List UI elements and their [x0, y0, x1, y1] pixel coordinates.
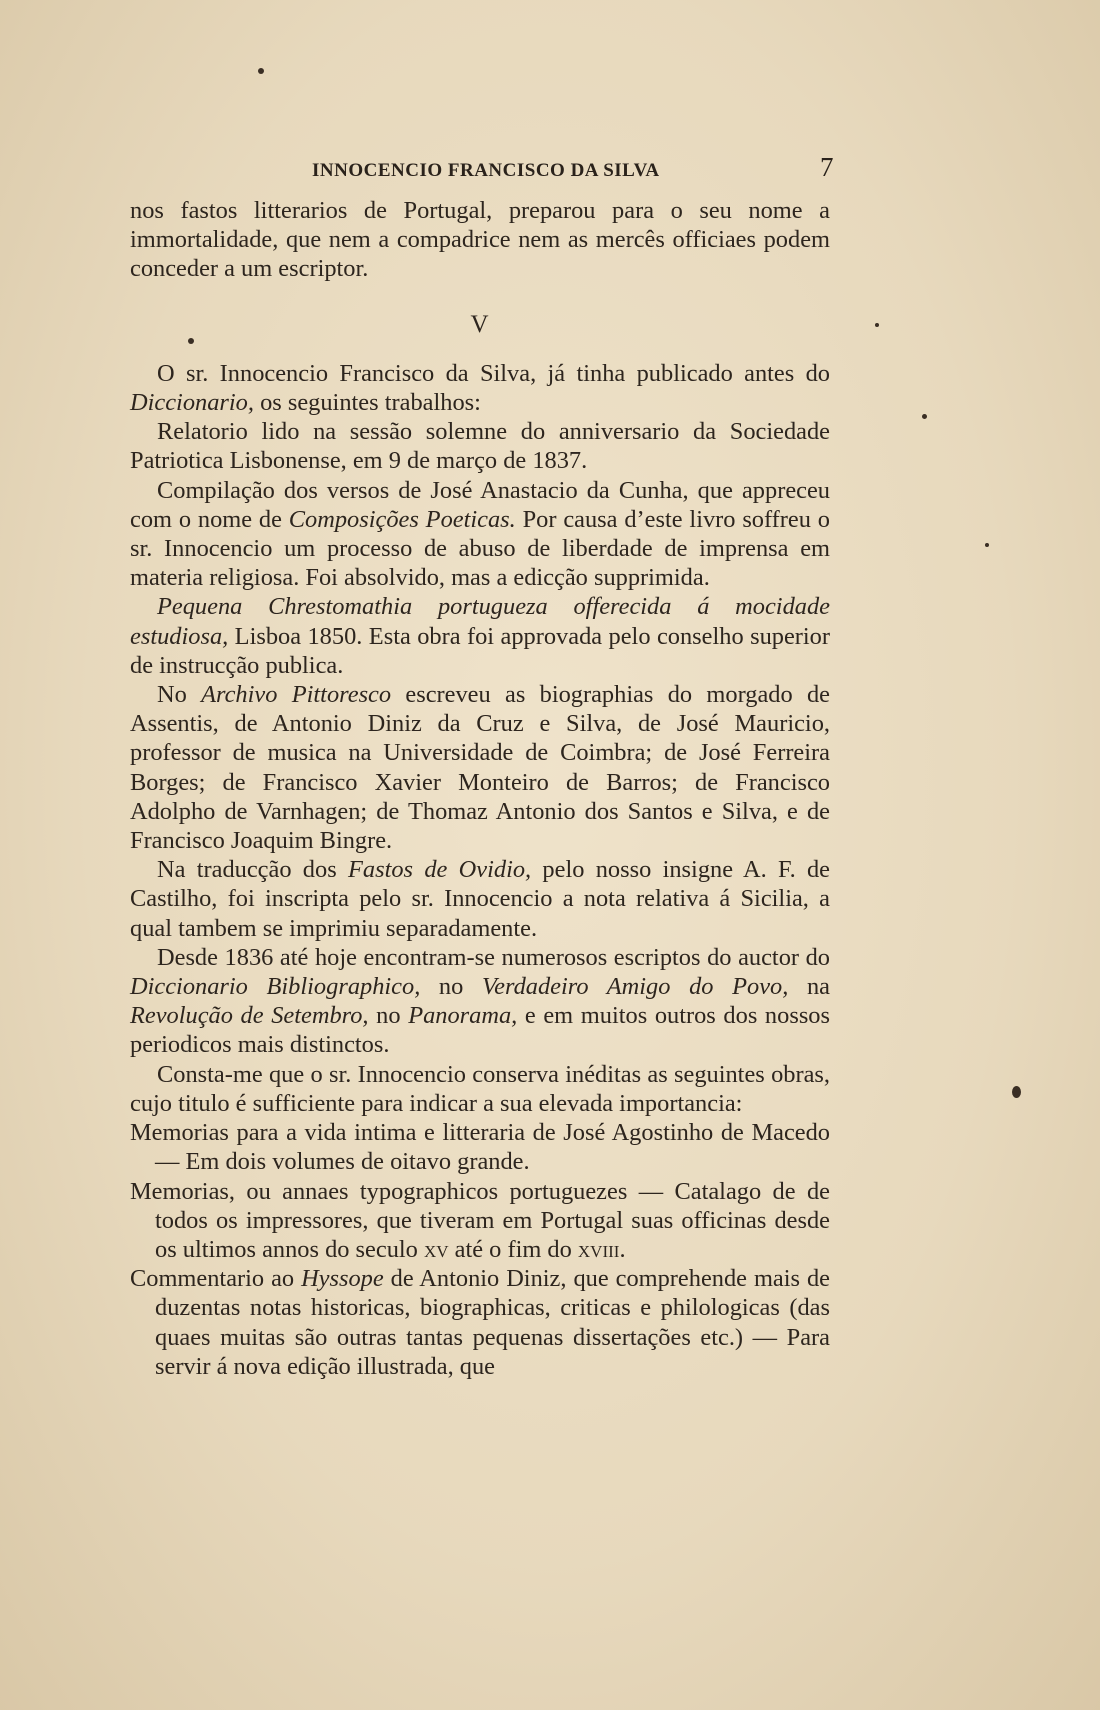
- body-text: [130, 196, 830, 1381]
- paper-speck: [922, 414, 927, 419]
- paragraph: Pequena Chrestomathia portugueza offerecida á mocidade estudiosa, Lisboa 1850. Esta obra foi approvada pelo conselho superior de instrucção publica.: [130, 593, 830, 679]
- list-item: Memorias, ou annaes typographicos portuguezes — Catalago de de todos os impressores, que tiveram em Portugal suas officinas desde os ultimos annos do seculo xv até o fim do xviii.: [130, 1177, 830, 1263]
- paragraph: Na traducção dos Fastos de Ovidio, pelo nosso insigne A. F. de Castilho, foi inscripta pelo sr. Innocencio a nota relativa á Sicilia, a qual tambem se imprimiu separadamente.: [130, 856, 831, 942]
- paragraph: nos fastos litterarios de Portugal, preparou para o seu nome a immortalidade, que nem a compadrice nem as mercês officiaes podem conceder a um escriptor.: [130, 197, 830, 283]
- paper-speck: [188, 338, 194, 344]
- paper-speck: [258, 68, 264, 74]
- paper-speck: [875, 323, 879, 327]
- paragraph: Consta-me que o sr. Innocencio conserva inéditas as seguintes obras, cujo titulo é sufficiente para indicar a sua elevada importancia:: [130, 1060, 830, 1117]
- paragraph: Compilação dos versos de José Anastacio da Cunha, que appreceu com o nome de Composições Poeticas. Por causa d’este livro soffreu o sr. Innocencio um processo de abuso de liberdade de imprensa em materia religiosa. Foi absolvido, mas a edicção supprimida.: [130, 476, 830, 592]
- list-item: Commentario ao Hyssope de Antonio Diniz, que comprehende mais de duzentas notas historicas, biographicas, criticas e philologicas (das quaes muitas são outras tantas pequenas dissertações etc.) — Para servir á nova edição illustrada, que: [130, 1265, 830, 1380]
- paragraph: O sr. Innocencio Francisco da Silva, já tinha publicado antes do Diccionario, os seguintes trabalhos:: [130, 359, 830, 417]
- paragraph: Desde 1836 até hoje encontram-se numerosos escriptos do auctor do Diccionario Bibliographico, no Verdadeiro Amigo do Povo, na Revolução de Setembro, no Panorama, e em muitos outros dos nossos periodicos mais distinctos.: [130, 943, 830, 1059]
- page-header: [130, 152, 834, 186]
- paper-speck: [1012, 1086, 1021, 1098]
- paragraph: No Archivo Pittoresco escreveu as biographias do morgado de Assentis, de Antonio Diniz da Cruz e Silva, de José Mauricio, professor de musica na Universidade de Coimbra; de José Ferreira Borges; de Francisco Xavier Monteiro de Barros; de Francisco Adolpho de Varnhagen; de Thomaz Antonio dos Santos e Silva, e de Francisco Joaquim Bingre.: [130, 681, 830, 855]
- section-heading: V: [470, 310, 490, 338]
- list-item: Memorias para a vida intima e litteraria de José Agostinho de Macedo — Em dois volumes de oitavo grande.: [130, 1119, 830, 1176]
- running-head: INNOCENCIO FRANCISCO DA SILVA: [312, 160, 660, 181]
- paper-speck: [985, 543, 989, 547]
- paragraph: Relatorio lido na sessão solemne do anniversario da Sociedade Patriotica Lisbonense, em 9 de março de 1837.: [130, 418, 830, 475]
- page-number: 7: [820, 152, 834, 182]
